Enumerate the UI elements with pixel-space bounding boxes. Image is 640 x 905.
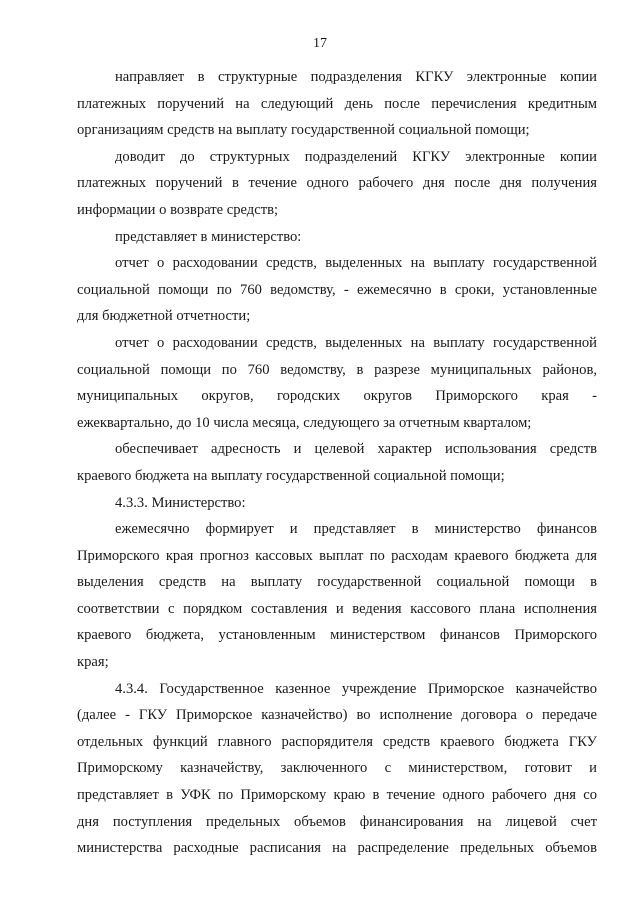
text-line: для бюджетной отчетности; [77, 308, 251, 325]
text-line: министерства расходные расписания на распределение предельных объемов [77, 840, 597, 857]
document-body [77, 64, 597, 862]
text-line: дня поступления предельных объемов финансирования на лицевой счет [77, 813, 597, 830]
text-line: края; [77, 654, 109, 671]
text-line: платежных поручений на следующий день после перечисления кредитным [77, 95, 597, 112]
text-line: муниципальных округов, городских округов Приморского края - [77, 388, 597, 405]
text-line: соответствии с порядком составления и ведения кассового плана исполнения [77, 600, 597, 617]
text-line: социальной помощи по 760 ведомству, - ежемесячно в сроки, установленные [77, 281, 597, 298]
text-line: обеспечивает адресность и целевой характер использования средств [115, 441, 597, 458]
text-line: социальной помощи по 760 ведомству, в разрезе муниципальных районов, [77, 361, 597, 378]
text-line: организациям средств на выплату государственной социальной помощи; [77, 122, 530, 139]
text-line: 4.3.4. Государственное казенное учреждение Приморское казначейство [115, 680, 597, 697]
text-line: краевого бюджета, установленным министерством финансов Приморского [77, 627, 597, 644]
text-line: краевого бюджета на выплату государственной социальной помощи; [77, 467, 505, 484]
text-line: информации о возврате средств; [77, 201, 279, 218]
text-line: выделения средств на выплату государственной социальной помощи в [77, 574, 597, 591]
page-number: 17 [313, 36, 327, 51]
text-line: (далее - ГКУ Приморское казначейство) во исполнение договора о передаче [77, 707, 597, 724]
text-line: Приморскому казначейству, заключенного с министерством, готовит и [77, 760, 597, 777]
text-line: отдельных функций главного распорядителя средств краевого бюджета ГКУ [77, 733, 597, 750]
text-line: отчет о расходовании средств, выделенных на выплату государственной [115, 334, 597, 351]
text-line: Приморского края прогноз кассовых выплат по расходам краевого бюджета для [77, 547, 597, 564]
text-line: 4.3.3. Министерство: [115, 494, 246, 511]
text-line: отчет о расходовании средств, выделенных на выплату государственной [115, 255, 597, 272]
text-line: ежеквартально, до 10 числа месяца, следующего за отчетным кварталом; [77, 414, 532, 431]
text-line: платежных поручений в течение одного рабочего дня после дня получения [77, 175, 597, 192]
text-line: доводит до структурных подразделений КГКУ электронные копии [115, 148, 597, 165]
text-line: ежемесячно формирует и представляет в министерство финансов [115, 521, 597, 538]
text-line: представляет в УФК по Приморскому краю в течение одного рабочего дня со [77, 787, 597, 804]
text-line: направляет в структурные подразделения КГКУ электронные копии [115, 69, 597, 85]
text-line: представляет в министерство: [115, 228, 302, 245]
